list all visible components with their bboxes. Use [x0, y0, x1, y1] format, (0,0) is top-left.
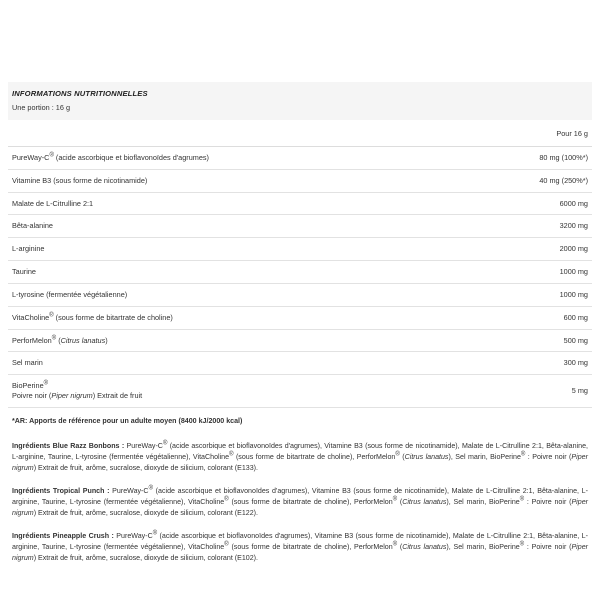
nutrient-amount: 1000 mg	[464, 283, 592, 306]
nutrient-amount: 1000 mg	[464, 261, 592, 284]
table-row	[8, 261, 592, 284]
table-row	[8, 215, 592, 238]
nutrient-amount: 6000 mg	[464, 192, 592, 215]
table-row	[8, 375, 592, 408]
nutrient-name: Malate de L-Citrulline 2:1	[8, 192, 464, 215]
nutrient-amount: 40 mg (250%*)	[464, 169, 592, 192]
ingredients-paragraph	[8, 526, 592, 564]
ingredients-section	[8, 436, 592, 564]
table-row	[8, 192, 592, 215]
ingredients-lead: Ingrédients Tropical Punch :	[12, 487, 110, 496]
nutrient-name: PureWay-C® (acide ascorbique et bioflavonoïdes d'agrumes)	[8, 146, 464, 169]
nutrient-amount: 300 mg	[464, 352, 592, 375]
nutrient-name: L-tyrosine (fermentée végétalienne)	[8, 283, 464, 306]
table-row	[8, 283, 592, 306]
table-row	[8, 352, 592, 375]
nutrition-header	[8, 82, 592, 120]
nutrient-amount: 3200 mg	[464, 215, 592, 238]
nutrient-amount: 5 mg	[464, 375, 592, 408]
ingredients-text: PureWay-C® (acide ascorbique et bioflavonoïdes d'agrumes), Vitamine B3 (sous forme de nicotinamide), Malate de L-Citrulline 2:1, Bêta-alanine, L-arginine, Taurine, L-tyrosine (fermentée végétalienne), VitaCholine® (sous forme de bitartrate de choline), PerforMelon® (Citrus lanatus), Sel marin, BioPerine® : Poivre noir (Piper nigrum) Extrait de fruit, arôme, sucralose, dioxyde de silicium, colorant (E133).	[12, 440, 588, 472]
table-row	[8, 169, 592, 192]
ingredients-lead: Ingrédients Blue Razz Bonbons :	[12, 441, 125, 450]
nutrient-name: Taurine	[8, 261, 464, 284]
nutrition-table-body	[8, 146, 592, 407]
table-row	[8, 238, 592, 261]
nutrient-name: L-arginine	[8, 238, 464, 261]
nutrient-name: VitaCholine® (sous forme de bitartrate de choline)	[8, 306, 464, 329]
ingredients-paragraph	[8, 436, 592, 474]
serving-size: Une portion : 16 g	[12, 103, 71, 112]
ingredients-paragraph	[8, 481, 592, 519]
ingredients-text: PureWay-C® (acide ascorbique et bioflavonoïdes d'agrumes), Vitamine B3 (sous forme de nicotinamide), Malate de L-Citrulline 2:1, Bêta-alanine, L-arginine, Taurine, L-tyrosine (fermentée végétalienne), VitaCholine® (sous forme de bitartrate de choline), PerforMelon® (Citrus lanatus), Sel marin, BioPerine® : Poivre noir (Piper nigrum) Extrait de fruit, arôme, sucralose, dioxyde de silicium, colorant (E102).	[12, 530, 588, 563]
nutrient-name: Bêta-alanine	[8, 215, 464, 238]
table-row	[8, 306, 592, 329]
nutrition-table-head	[8, 120, 592, 146]
nutrition-title: INFORMATIONS NUTRITIONNELLES	[12, 89, 148, 98]
nutrition-table	[8, 120, 592, 408]
nutrient-name: PerforMelon® (Citrus lanatus)	[8, 329, 464, 352]
ingredients-lead: Ingrédients Pineapple Crush :	[12, 532, 114, 541]
nutrient-name: BioPerine® Poivre noir (Piper nigrum) Extrait de fruit	[8, 375, 464, 408]
ingredients-text: PureWay-C® (acide ascorbique et bioflavonoïdes d'agrumes), Vitamine B3 (sous forme de nicotinamide), Malate de L-Citrulline 2:1, Bêta-alanine, L-arginine, Taurine, L-tyrosine (fermentée végétalienne), VitaCholine® (sous forme de bitartrate de choline), PerforMelon® (Citrus lanatus), Sel marin, BioPerine® : Poivre noir (Piper nigrum) Extrait de fruit, arôme, sucralose, dioxyde de silicium, colorant (E122).	[12, 485, 588, 517]
table-row	[8, 146, 592, 169]
nutrient-amount: 500 mg	[464, 329, 592, 352]
reference-intake-footnote: *AR: Apports de référence pour un adulte moyen (8400 kJ/2000 kcal)	[12, 416, 243, 425]
top-spacer	[8, 0, 592, 82]
nutrient-amount: 80 mg (100%*)	[464, 146, 592, 169]
table-header-row	[8, 120, 592, 146]
column-header-amount: Pour 16 g	[464, 120, 592, 146]
nutrient-amount: 2000 mg	[464, 238, 592, 261]
nutrient-name: Sel marin	[8, 352, 464, 375]
nutrient-name: Vitamine B3 (sous forme de nicotinamide)	[8, 169, 464, 192]
table-row	[8, 329, 592, 352]
nutrient-amount: 600 mg	[464, 306, 592, 329]
column-header-nutrient	[8, 120, 464, 146]
